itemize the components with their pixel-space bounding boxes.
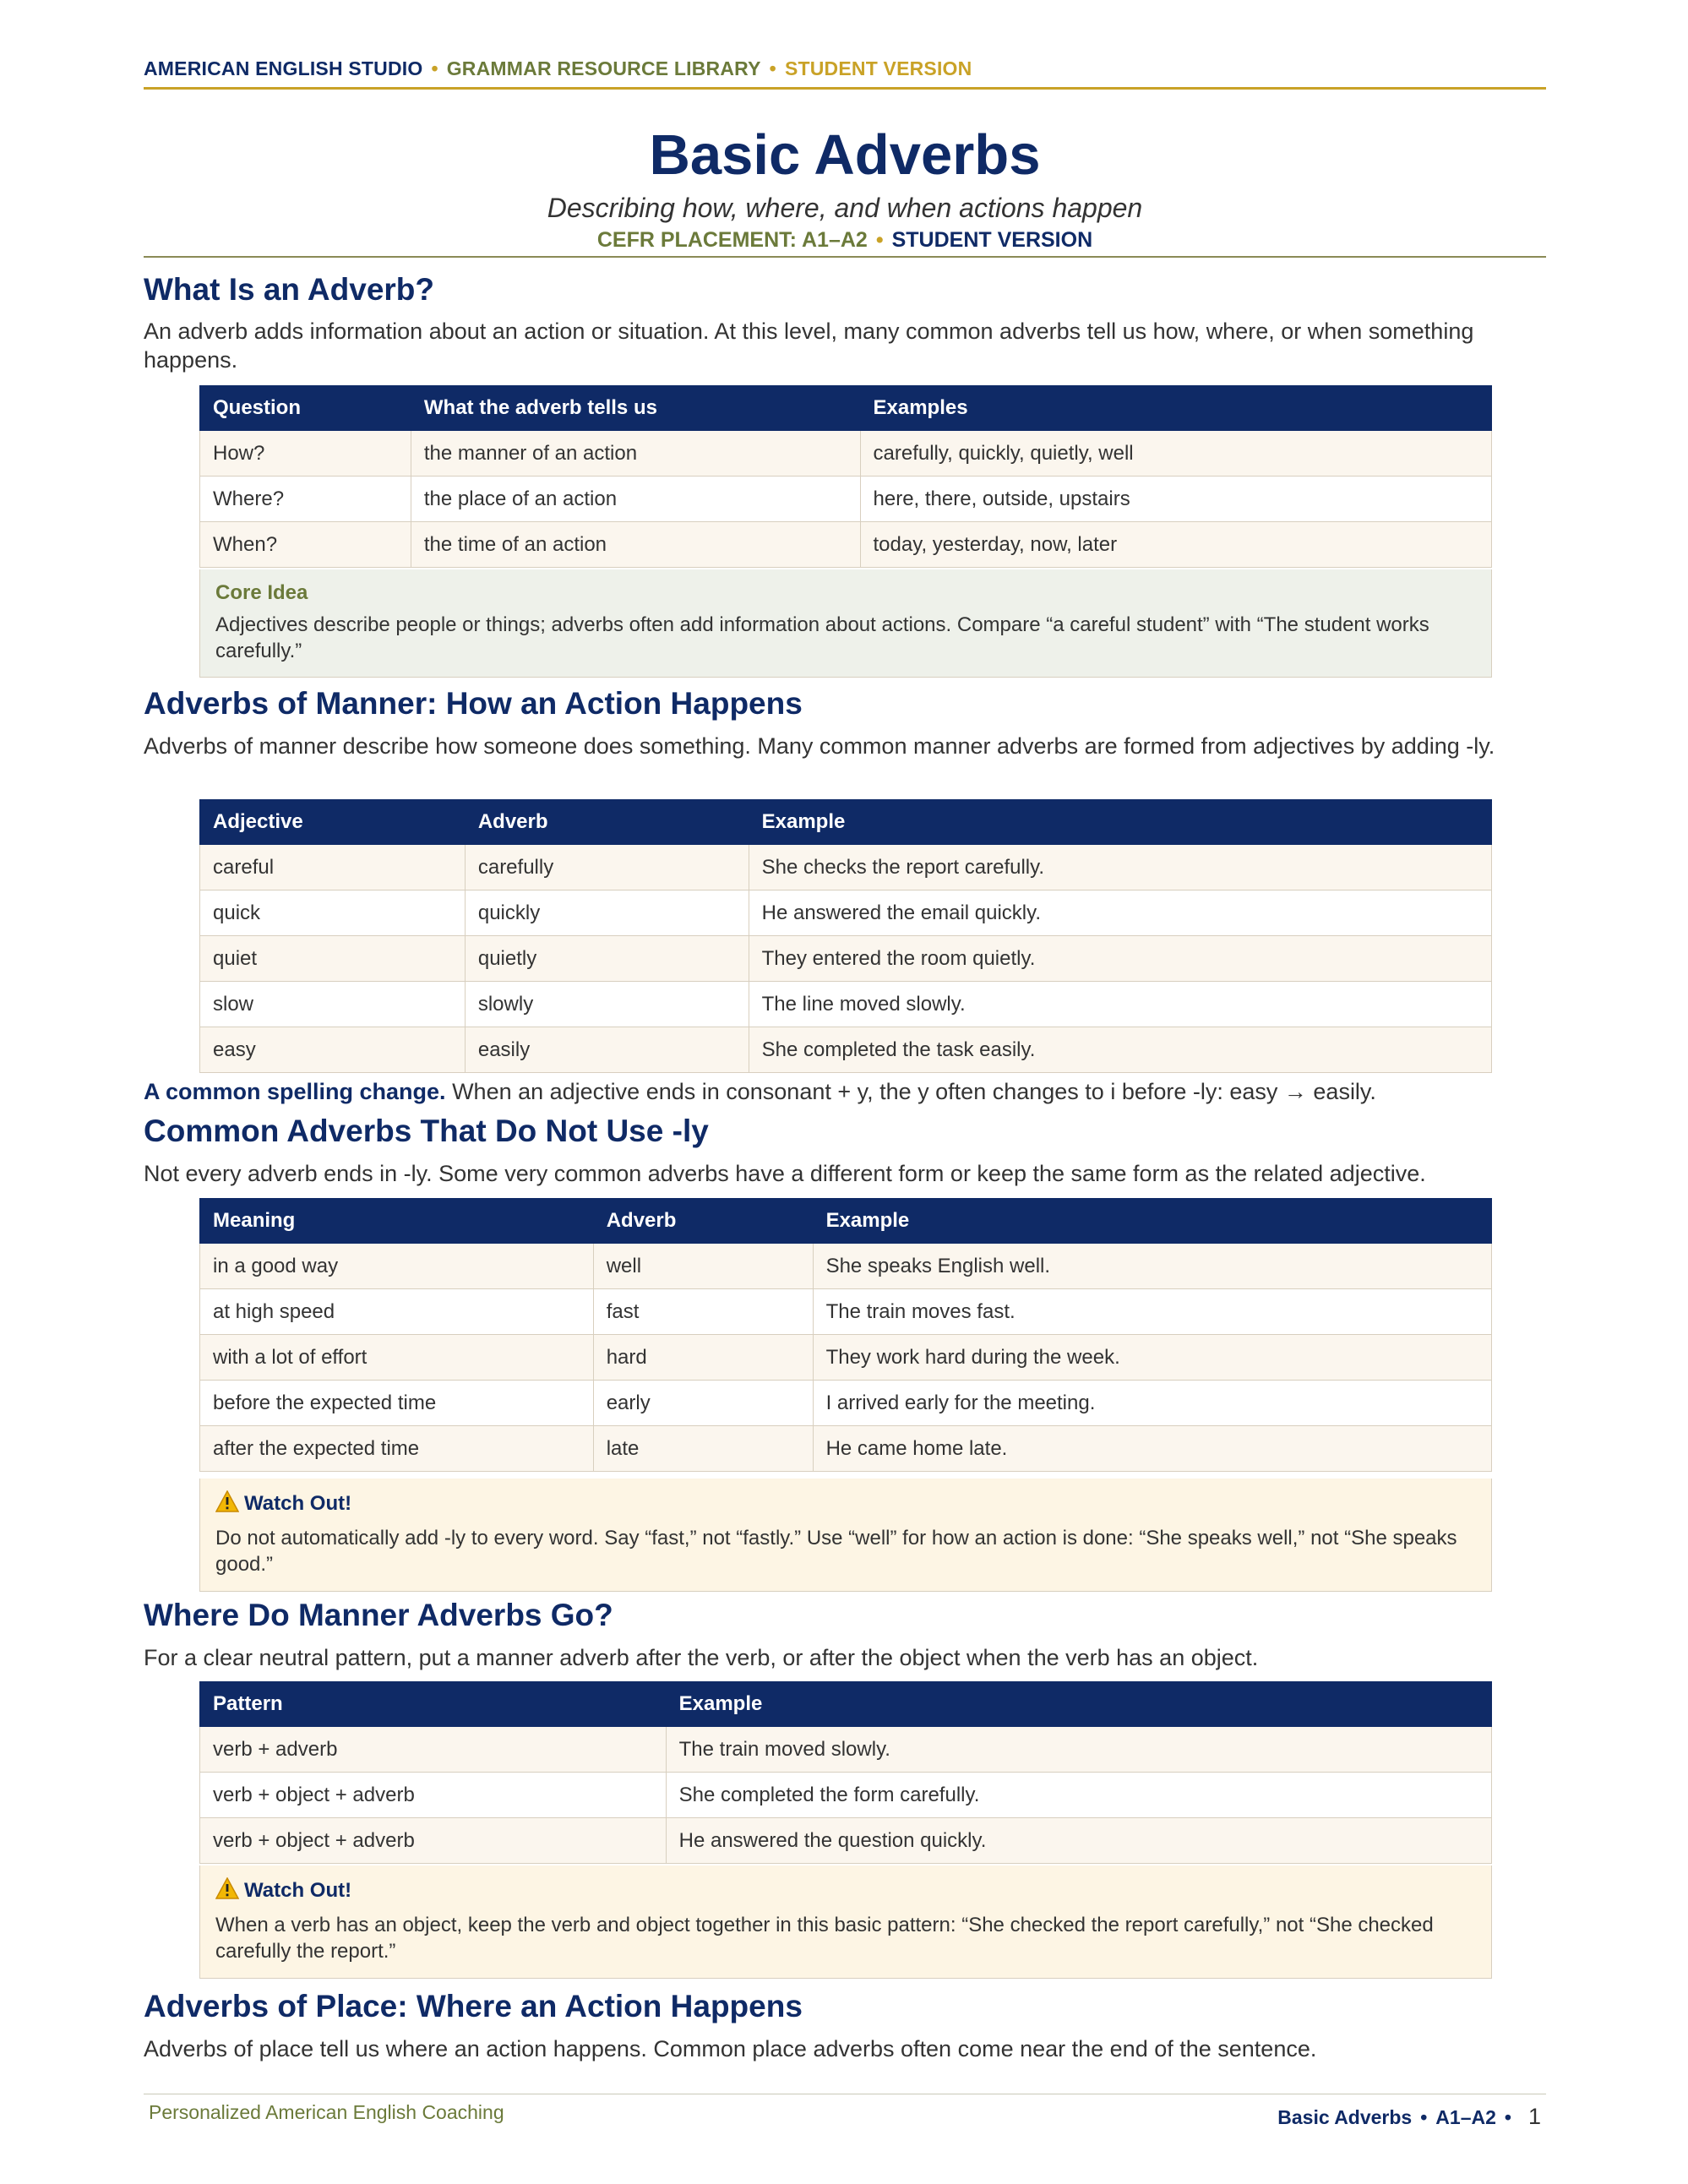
table-row: [200, 1381, 1492, 1426]
footer-page-info: [1277, 2104, 1541, 2130]
table-row: [200, 1244, 1492, 1289]
section-intro: Not every adverb ends in -ly. Some very common adverbs have a different form or keep the same form as the related adjective.: [144, 1161, 1426, 1186]
table-row: [200, 1426, 1492, 1472]
separator: •: [875, 228, 884, 252]
table-cell: quick: [200, 890, 466, 936]
table-cell: verb + adverb: [200, 1727, 667, 1773]
section-heading-position: Where Do Manner Adverbs Go?: [144, 1598, 613, 1632]
table-cell: late: [593, 1426, 813, 1472]
column-header: Adverb: [593, 1199, 813, 1244]
table-header-row: [200, 800, 1492, 845]
watch-out-callout: [199, 1865, 1492, 1979]
non-ly-adverbs-table: [199, 1198, 1492, 1472]
table-cell: slowly: [465, 982, 749, 1027]
brand-name: AMERICAN ENGLISH STUDIO: [144, 57, 423, 79]
table-cell: easy: [200, 1027, 466, 1073]
spelling-note-lead: A common spelling change.: [144, 1079, 446, 1104]
table-cell: at high speed: [200, 1289, 594, 1335]
table-row: [200, 936, 1492, 982]
separator: •: [1504, 2106, 1511, 2128]
table-cell: quickly: [465, 890, 749, 936]
page-subtitle: Describing how, where, and when actions happen: [547, 193, 1143, 223]
table-row: [200, 890, 1492, 936]
footer-doc-title: Basic Adverbs: [1277, 2106, 1413, 2128]
column-header: Example: [749, 800, 1491, 845]
section-heading-place: Adverbs of Place: Where an Action Happens: [144, 1989, 803, 2023]
table-cell: slow: [200, 982, 466, 1027]
table-cell: Where?: [200, 477, 411, 522]
table-row: [200, 1773, 1492, 1818]
table-row: [200, 845, 1492, 890]
table-cell: here, there, outside, upstairs: [860, 477, 1491, 522]
section-intro: Adverbs of place tell us where an action happens. Common place adverbs often come near the end of the sentence.: [144, 2036, 1317, 2061]
table-row: [200, 1289, 1492, 1335]
table-cell: When?: [200, 522, 411, 568]
section-heading-what-is-adverb: What Is an Adverb?: [144, 272, 435, 307]
table-row: [200, 1818, 1492, 1864]
table-cell: the place of an action: [411, 477, 860, 522]
column-header: Adverb: [465, 800, 749, 845]
column-header: Pattern: [200, 1682, 667, 1727]
library-name: GRAMMAR RESOURCE LIBRARY: [446, 57, 761, 79]
table-row: [200, 1727, 1492, 1773]
section-heading-manner: Adverbs of Manner: How an Action Happens: [144, 686, 803, 721]
column-header: Example: [666, 1682, 1491, 1727]
table-cell: fast: [593, 1289, 813, 1335]
section-intro: An adverb adds information about an action or situation. At this level, many common adverbs tell us how, where, or when something happens.: [144, 319, 1474, 373]
table-header-row: [200, 386, 1492, 431]
table-row: [200, 982, 1492, 1027]
table-cell: She speaks English well.: [813, 1244, 1491, 1289]
section-intro: Adverbs of manner describe how someone does something. Many common manner adverbs are formed from adjectives by adding -ly.: [144, 733, 1495, 759]
callout-title: [215, 1877, 1476, 1905]
adverb-questions-table: [199, 385, 1492, 568]
adverb-position-table: [199, 1681, 1492, 1864]
table-cell: I arrived early for the meeting.: [813, 1381, 1491, 1426]
table-cell: the manner of an action: [411, 431, 860, 477]
title-divider: [144, 256, 1546, 258]
table-cell: carefully, quickly, quietly, well: [860, 431, 1491, 477]
column-header: What the adverb tells us: [411, 386, 860, 431]
table-cell: early: [593, 1381, 813, 1426]
footer-level: A1–A2: [1435, 2106, 1496, 2128]
table-cell: before the expected time: [200, 1381, 594, 1426]
table-cell: How?: [200, 431, 411, 477]
table-cell: today, yesterday, now, later: [860, 522, 1491, 568]
table-cell: well: [593, 1244, 813, 1289]
table-cell: They entered the room quietly.: [749, 936, 1491, 982]
table-cell: careful: [200, 845, 466, 890]
section-heading-non-ly: Common Adverbs That Do Not Use -ly: [144, 1114, 709, 1148]
table-cell: easily: [465, 1027, 749, 1073]
table-cell: He came home late.: [813, 1426, 1491, 1472]
table-cell: after the expected time: [200, 1426, 594, 1472]
footer-tagline: Personalized American English Coaching: [149, 2101, 504, 2123]
table-cell: He answered the email quickly.: [749, 890, 1491, 936]
manner-adverbs-table: [199, 799, 1492, 1073]
cefr-level: CEFR PLACEMENT: A1–A2: [596, 228, 868, 252]
table-header-row: [200, 1199, 1492, 1244]
page-number: 1: [1527, 2104, 1541, 2129]
table-cell: verb + object + adverb: [200, 1818, 667, 1864]
library-header: [144, 57, 1546, 80]
placement-version: STUDENT VERSION: [891, 228, 1093, 252]
table-cell: verb + object + adverb: [200, 1773, 667, 1818]
column-header: Example: [813, 1199, 1491, 1244]
callout-body: Adjectives describe people or things; adverbs often add information about actions. Compare “a careful student” with “The student works carefully.”: [215, 613, 1429, 662]
placement-line: [144, 228, 1546, 253]
callout-body: Do not automatically add -ly to every word. Say “fast,” not “fastly.” Use “well” for how an action is done: “She speaks well,” not “She speaks good.”: [215, 1527, 1457, 1576]
table-cell: with a lot of effort: [200, 1335, 594, 1381]
table-cell: The line moved slowly.: [749, 982, 1491, 1027]
table-cell: in a good way: [200, 1244, 594, 1289]
table-cell: the time of an action: [411, 522, 860, 568]
spelling-note: [144, 1077, 1546, 1106]
callout-title-text: Watch Out!: [244, 1879, 352, 1902]
version-label: STUDENT VERSION: [784, 57, 972, 79]
warning-icon: [215, 1877, 239, 1905]
column-header: Adjective: [200, 800, 466, 845]
table-row: [200, 431, 1492, 477]
table-cell: quietly: [465, 936, 749, 982]
table-row: [200, 477, 1492, 522]
callout-title-text: Watch Out!: [244, 1492, 352, 1515]
table-cell: The train moved slowly.: [666, 1727, 1491, 1773]
column-header: Question: [200, 386, 411, 431]
callout-title: [215, 1490, 1476, 1518]
table-cell: The train moves fast.: [813, 1289, 1491, 1335]
table-cell: quiet: [200, 936, 466, 982]
table-cell: hard: [593, 1335, 813, 1381]
table-cell: She completed the form carefully.: [666, 1773, 1491, 1818]
page-title: Basic Adverbs: [649, 123, 1041, 187]
table-cell: carefully: [465, 845, 749, 890]
table-row: [200, 1027, 1492, 1073]
column-header: Meaning: [200, 1199, 594, 1244]
core-idea-callout: [199, 569, 1492, 678]
column-header: Examples: [860, 386, 1491, 431]
table-row: [200, 522, 1492, 568]
callout-title: Core Idea: [215, 581, 308, 604]
header-divider: [144, 87, 1546, 90]
table-cell: They work hard during the week.: [813, 1335, 1491, 1381]
callout-body: When a verb has an object, keep the verb and object together in this basic pattern: “She checked the report carefully,” not “She checked carefully the report.”: [215, 1914, 1434, 1963]
warning-icon: [215, 1490, 239, 1518]
table-cell: He answered the question quickly.: [666, 1818, 1491, 1864]
separator: •: [769, 57, 776, 79]
table-row: [200, 1335, 1492, 1381]
table-header-row: [200, 1682, 1492, 1727]
table-cell: She checks the report carefully.: [749, 845, 1491, 890]
spelling-note-text: When an adjective ends in consonant + y, the y often changes to i before -ly: easy → easily.: [445, 1079, 1376, 1104]
separator: •: [431, 57, 438, 79]
separator: •: [1420, 2106, 1428, 2128]
watch-out-callout: [199, 1479, 1492, 1592]
section-intro: For a clear neutral pattern, put a manner adverb after the verb, or after the object when the verb has an object.: [144, 1645, 1259, 1670]
table-cell: She completed the task easily.: [749, 1027, 1491, 1073]
